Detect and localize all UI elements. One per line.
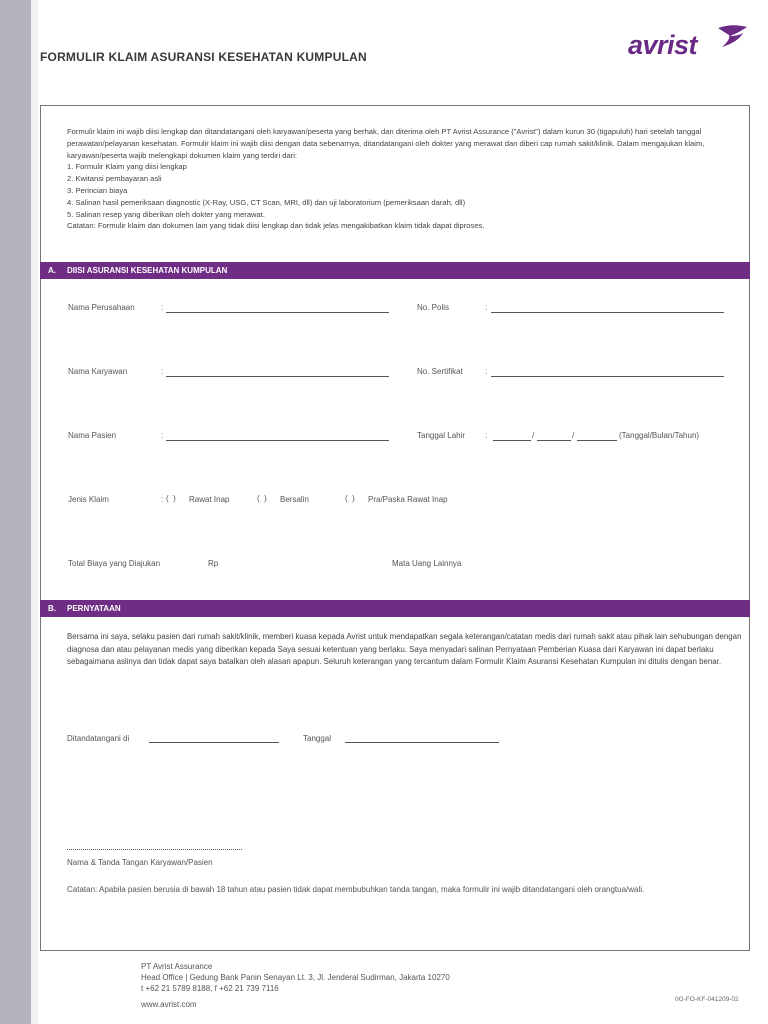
section-a-header	[40, 262, 750, 279]
certificate-no-field[interactable]	[491, 376, 724, 377]
signed-at-label: Ditandatangani di	[67, 734, 130, 743]
claim-option-pra-paska: Pra/Paska Rawat Inap	[368, 495, 448, 504]
company-name-field[interactable]	[166, 312, 389, 313]
section-b-title: PERNYATAAN	[67, 604, 121, 613]
claim-type-label: Jenis Klaim	[68, 495, 109, 504]
requirement-item: 5. Salinan resep yang diberikan oleh dokter yang merawat.	[67, 209, 265, 219]
avrist-logo	[628, 24, 748, 68]
birth-month-field[interactable]	[537, 440, 571, 441]
total-cost-label: Total Biaya yang Diajukan	[68, 559, 161, 568]
other-currency-label: Mata Uang Lainnya	[392, 559, 462, 568]
employee-name-label: Nama Karyawan	[68, 367, 128, 376]
employee-name-field[interactable]	[166, 376, 389, 377]
section-a-letter: A.	[48, 266, 56, 275]
section-b-letter: B.	[48, 604, 56, 613]
certificate-no-label: No. Sertifikat	[417, 367, 463, 376]
checkbox-icon[interactable]: ( )	[257, 494, 267, 503]
patient-name-label: Nama Pasien	[68, 431, 117, 440]
currency-rp: Rp	[208, 559, 219, 568]
signature-field[interactable]	[67, 849, 242, 850]
birth-day-field[interactable]	[493, 440, 531, 441]
requirement-item: 2. Kwitansi pembayaran asli	[67, 174, 162, 184]
company-name-label: Nama Perusahaan	[68, 303, 135, 312]
statement-text: Bersama ini saya, selaku pasien dari rumah sakit/klinik, memberi kuasa kepada Avrist untuk mendapatkan segala keterangan/catatan medis dari rumah sakit atau pihak lain sehubungan dengan diagnosa dan atau pelayanan medis yang diberikan kepada Saya sesuai ketentuan yang berlaku. Saya menyadari salinan Pernyataan Pemberian Kuasa dari Karyawan ini dapat berlaku sebagaimana aslinya dan tidak dapat saya batalkan oleh alasan apapun. Seluruh keterangan yang tercantum dalam Formulir Klaim Asuransi Kesehatan Kumpulan ini ditulis dengan benar.	[67, 632, 742, 667]
birth-date-format: (Tanggal/Bulan/Tahun)	[619, 431, 700, 440]
signature-label: Nama & Tanda Tangan Karyawan/Pasien	[67, 858, 213, 867]
checkbox-icon[interactable]: ( )	[345, 494, 355, 503]
requirement-item: 4. Salinan hasil pemeriksaan diagnostic (X-Ray, USG, CT Scan, MRI, dll) dan uji laboratorium (pemeriksaan darah, dll)	[67, 197, 466, 207]
signed-at-field[interactable]	[149, 742, 279, 743]
section-b-header	[40, 600, 750, 617]
birth-year-field[interactable]	[577, 440, 617, 441]
form-title: FORMULIR KLAIM ASURANSI KESEHATAN KUMPULAN	[40, 50, 367, 64]
requirement-item: 1. Formulir Klaim yang diisi lengkap	[67, 162, 187, 172]
intro-text	[67, 126, 742, 232]
scan-edge-inner	[31, 0, 38, 1024]
requirement-item: 3. Perincian biaya	[67, 185, 128, 195]
sign-date-field[interactable]	[345, 742, 499, 743]
intro-paragraph: Formulir klaim ini wajib diisi lengkap dan ditandatangani oleh karyawan/peserta yang berhak, dan diterima oleh PT Avrist Assurance ("Avrist") dalam kurun 30 (tigapuluh) hari setelah tanggal perawatan/pelayanan kesehatan. Formulir klaim ini wajib diisi dengan data sebenarnya, ditandatangani oleh dokter yang merawat dan diberi cap rumah sakit/klinik. Dalam mengajukan klaim, karyawan/peserta wajib melengkapi dokumen klaim yang terdiri dari:	[67, 127, 705, 160]
intro-note: Catatan: Formulir klaim dan dokumen lain yang tidak diisi lengkap dan tidak jelas mengakibatkan klaim tidak dapat diproses.	[67, 221, 485, 231]
policy-no-label: No. Polis	[417, 303, 450, 312]
avrist-logo-icon	[716, 24, 750, 50]
footer-phone: t +62 21 5789 8188, f +62 21 739 7116	[141, 984, 279, 993]
date-label: Tanggal	[303, 734, 332, 743]
logo-text: avrist	[628, 30, 698, 60]
section-b-note: Catatan: Apabila pasien berusia di bawah 18 tahun atau pasien tidak dapat membubuhkan tanda tangan, maka formulir ini wajib ditandatangani oleh orangtua/wali.	[67, 885, 645, 894]
policy-no-field[interactable]	[491, 312, 724, 313]
footer-website[interactable]: www.avrist.com	[141, 1000, 197, 1009]
patient-name-field[interactable]	[166, 440, 389, 441]
checkbox-icon[interactable]: ( )	[166, 494, 176, 503]
footer-address: Head Office | Gedung Bank Panin Senayan Lt. 3, Jl. Jenderal Sudirman, Jakarta 10270	[141, 973, 450, 982]
scan-edge	[0, 0, 31, 1024]
footer-company-block	[141, 961, 450, 994]
claim-option-rawat-inap: Rawat Inap	[189, 495, 230, 504]
document-code: 0G-FO-KF-041209-02	[675, 996, 739, 1003]
footer-company-name: PT Avrist Assurance	[141, 962, 213, 971]
birth-date-label: Tanggal Lahir	[417, 431, 466, 440]
section-a-title: DIISI ASURANSI KESEHATAN KUMPULAN	[67, 266, 228, 275]
claim-option-bersalin: Bersalin	[280, 495, 309, 504]
